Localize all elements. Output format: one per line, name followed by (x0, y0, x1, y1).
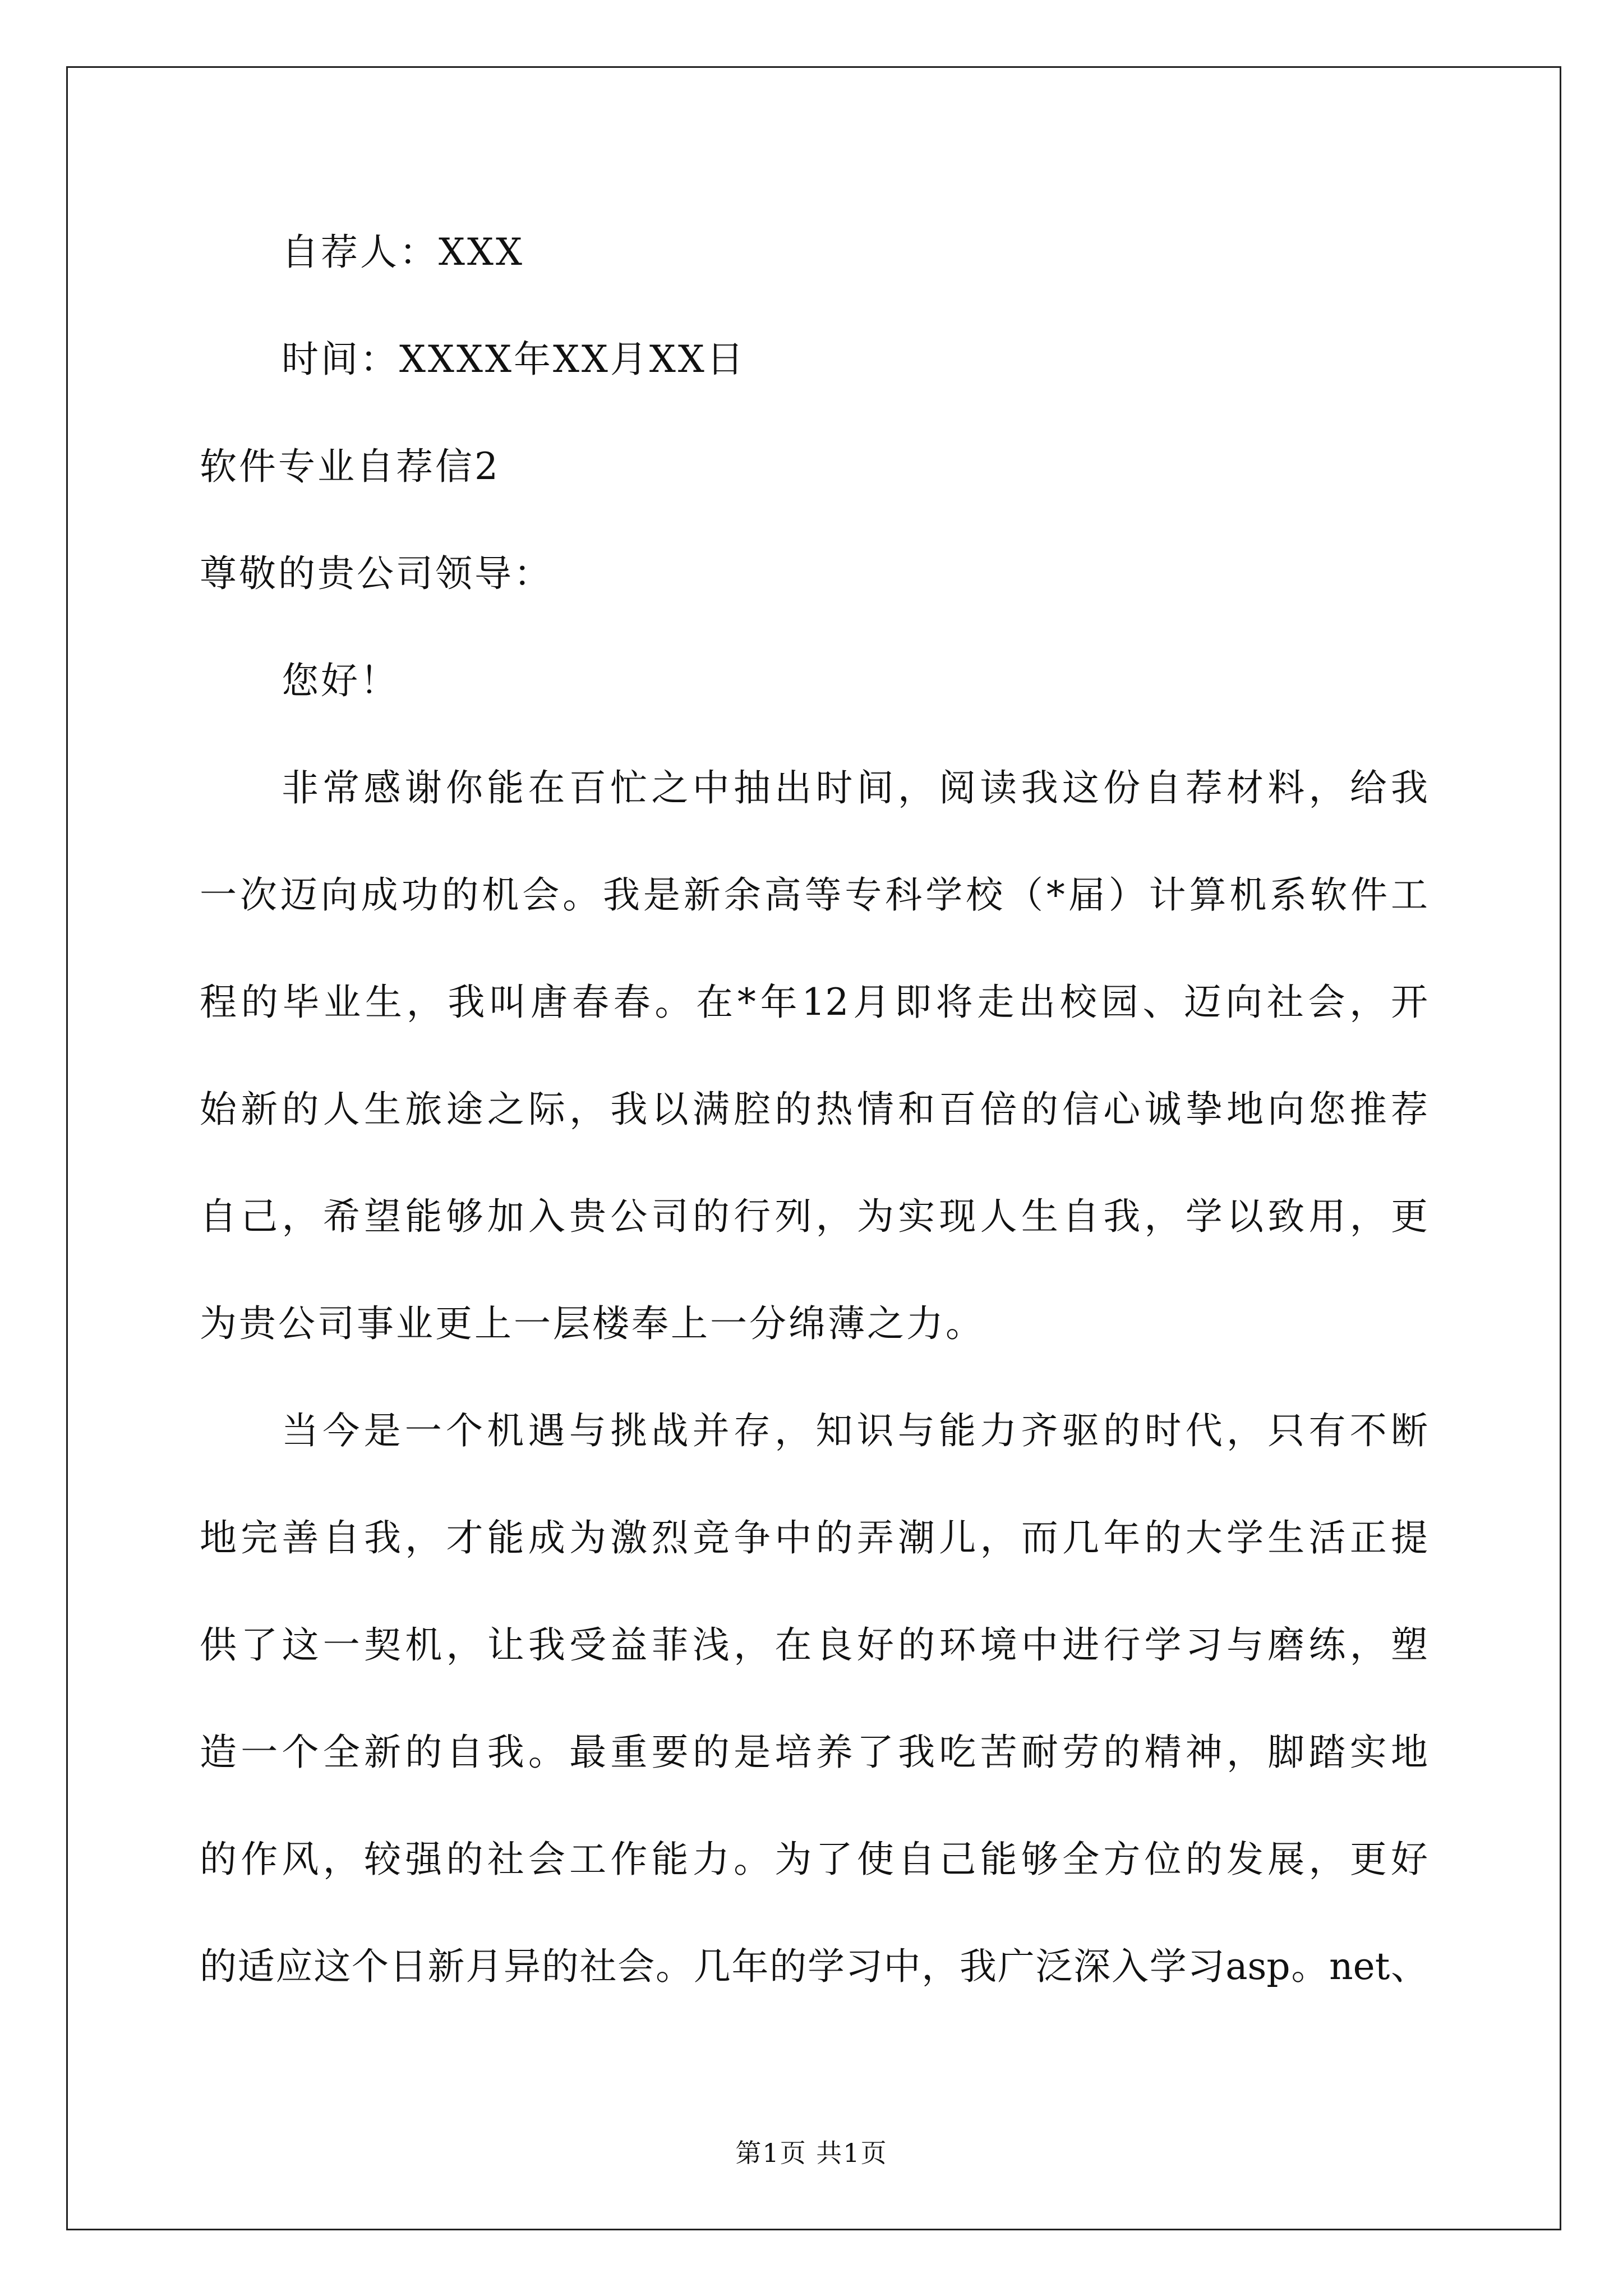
paragraph-line: 当今是一个机遇与挑战并存，知识与能力齐驱的时代，只有不断 (282, 1409, 1428, 1452)
paragraph-line: 的适应这个日新月异的社会。几年的学习中，我广泛深入学习asp。net、 (200, 1945, 1428, 1988)
paragraph-line: 自己，希望能够加入贵公司的行列，为实现人生自我，学以致用，更 (200, 1195, 1428, 1238)
recommender-line: 自荐人：XXX (282, 231, 524, 274)
paragraph-line: 供了这一契机，让我受益菲浅，在良好的环境中进行学习与磨练，塑 (200, 1623, 1428, 1667)
greeting: 您好！ (282, 659, 399, 702)
paragraph-line: 程的毕业生，我叫唐春春。在*年12月即将走出校园、迈向社会，开 (200, 981, 1428, 1024)
paragraph-line: 的作风，较强的社会工作能力。为了使自己能够全方位的发展，更好 (200, 1838, 1428, 1881)
salutation: 尊敬的贵公司领导： (200, 552, 553, 595)
letter-title: 软件专业自荐信2 (200, 445, 500, 488)
paragraph-line: 始新的人生旅途之际，我以满腔的热情和百倍的信心诚挚地向您推荐 (200, 1088, 1428, 1131)
page-border (66, 66, 1561, 2230)
paragraph-line: 造一个全新的自我。最重要的是培养了我吃苦耐劳的精神，脚踏实地 (200, 1731, 1428, 1774)
date-line: 时间：XXXX年XX月XX日 (282, 338, 746, 381)
paragraph-line: 一次迈向成功的机会。我是新余高等专科学校（*届）计算机系软件工 (200, 873, 1428, 917)
paragraph-line: 非常感谢你能在百忙之中抽出时间，阅读我这份自荐材料，给我 (282, 766, 1428, 809)
paragraph-line: 地完善自我，才能成为激烈竞争中的弄潮儿，而几年的大学生活正提 (200, 1516, 1428, 1559)
page-number-footer: 第1页 共1页 (735, 2138, 888, 2168)
paragraph-line: 为贵公司事业更上一层楼奉上一分绵薄之力。 (200, 1302, 985, 1345)
